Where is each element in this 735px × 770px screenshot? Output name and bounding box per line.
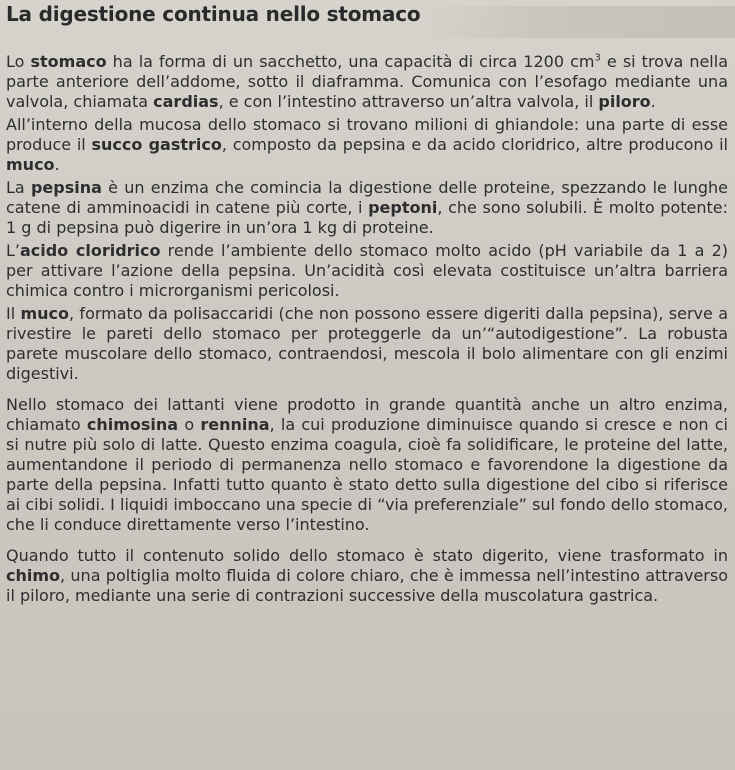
- bold-term: cardias: [153, 92, 219, 111]
- text-run: Lo: [6, 52, 31, 71]
- text-run: , formato da polisaccaridi (che non possono essere digeriti dalla pepsina), serve a rivestire le pareti dello stomaco per proteggerle da un’“autodigestione”. La robusta parete muscolare dello stomaco, contraendosi, mescola il bolo alimentare con gli enzimi digestivi.: [6, 304, 728, 383]
- bold-term: rennina: [200, 415, 270, 434]
- text-run: La: [6, 178, 31, 197]
- text-run: rende l’ambiente dello stomaco molto acido (pH variabile da 1 a 2) per attivare l’azione della pepsina. Un’acidità così elevata costituisce un’altra barriera chimica contro i microrganismi pericolosi.: [6, 241, 728, 300]
- text-run: , composto da pepsina e da acido cloridrico, altre producono il: [221, 135, 729, 154]
- text-run: , e con l’intestino attraverso un’altra valvola, il: [218, 92, 599, 111]
- paragraph: [6, 241, 728, 301]
- text-run: e si trova nella parte anteriore dell’addome, sotto il diaframma. Comunica con l’esofago mediante una valvola, chiamata: [6, 52, 728, 111]
- text-run: Nello stomaco dei lattanti viene prodotto in grande quantità anche un altro enzima, chiamato: [6, 395, 728, 434]
- section-title: La digestione continua nello stomaco: [6, 2, 421, 26]
- bold-term: muco: [20, 304, 70, 323]
- paragraph: [6, 115, 728, 175]
- text-run: ha la forma di un sacchetto, una capacità di circa 1200 cm: [106, 52, 595, 71]
- text-run: .: [650, 92, 656, 111]
- heading-background-strip: [420, 6, 735, 38]
- bold-term: acido cloridrico: [20, 241, 161, 260]
- text-run: .: [54, 155, 60, 174]
- bold-term: piloro: [598, 92, 651, 111]
- paragraph: [6, 178, 728, 238]
- bold-term: peptoni: [368, 198, 438, 217]
- text-run: , la cui produzione diminuisce quando si cresce e non ci si nutre più solo di latte. Questo enzima coagula, cioè fa solidificare, le proteine del latte, aumentandone il periodo di permanenza nello stomaco e favorendone la digestione da parte della pepsina. Infatti tutto quanto è stato detto sulla digestione del cibo si riferisce ai cibi solidi. I liquidi imboccano una specie di “via preferenziale” sul fondo dello stomaco, che li conduce direttamente verso l’intestino.: [6, 415, 728, 534]
- bold-term: succo gastrico: [91, 135, 222, 154]
- superscript: 3: [594, 52, 601, 64]
- bold-term: muco: [6, 155, 55, 174]
- text-run: , una poltiglia molto fluida di colore chiaro, che è immessa nell’intestino attraverso il piloro, mediante una serie di contrazioni successive della muscolatura gastrica.: [6, 566, 728, 605]
- text-run: L’: [6, 241, 20, 260]
- text-run: All’interno della mucosa dello stomaco si trovano milioni di ghiandole: una parte di esse produce il: [6, 115, 728, 154]
- text-run: Il: [6, 304, 21, 323]
- text-run: è un enzima che comincia la digestione delle proteine, spezzando le lunghe catene di amminoacidi in catene più corte, i: [6, 178, 728, 217]
- text-run: , che sono solubili. È molto potente: 1 g di pepsina può digerire in un’ora 1 kg di proteine.: [6, 198, 728, 237]
- bold-term: pepsina: [30, 178, 102, 197]
- body-text: [6, 52, 728, 609]
- bold-term: stomaco: [30, 52, 107, 71]
- paragraph: [6, 52, 728, 112]
- paragraph: [6, 304, 728, 384]
- paragraph: [6, 395, 728, 535]
- bold-term: chimosina: [86, 415, 179, 434]
- paragraph: [6, 546, 728, 606]
- bold-term: chimo: [6, 566, 61, 585]
- text-run: o: [178, 415, 201, 434]
- text-run: Quando tutto il contenuto solido dello stomaco è stato digerito, viene trasformato in: [6, 546, 728, 565]
